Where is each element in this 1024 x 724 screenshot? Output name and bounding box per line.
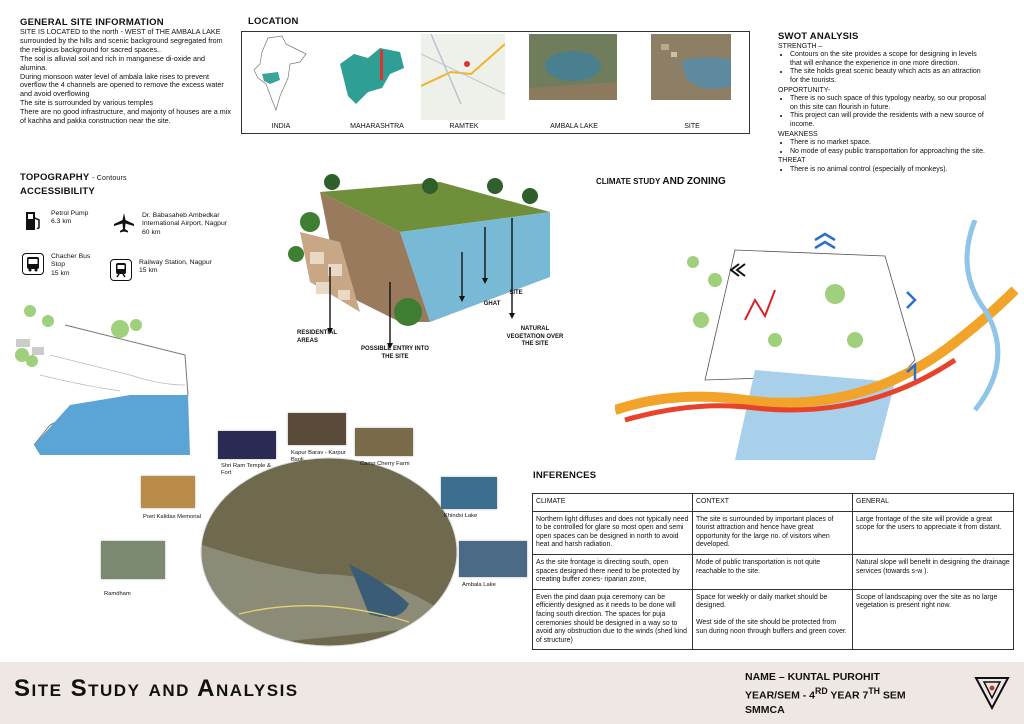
access-label-2: Stop [51, 261, 65, 269]
ramdham-photo [101, 541, 165, 579]
table-cell: Natural slope will benefit in designing the drainage services (towards s-w ). [853, 554, 1014, 589]
table-row [533, 554, 1014, 589]
callout-site: SITE [509, 290, 523, 296]
college-logo-icon [972, 674, 1012, 712]
swot-item: • The site holds great scenic beauty which acts as an attraction for the tourists. [790, 68, 988, 85]
access-item-railway [110, 259, 212, 281]
table-header-context: CONTEXT [693, 494, 853, 512]
general-body [20, 28, 232, 126]
ramtek-map [421, 34, 505, 120]
access-item-bus [22, 253, 90, 278]
airplane-icon [113, 212, 135, 234]
access-item-petrol [22, 210, 88, 232]
maharashtra-map [334, 34, 408, 120]
access-label: Chacher Bus [51, 253, 91, 260]
swot-analysis [778, 33, 988, 176]
shri-ram-temple-photo [218, 431, 276, 459]
access-distance: 15 km [139, 267, 158, 275]
inferences-title: INFERENCES [533, 470, 597, 481]
callout-ghat: GHAT [483, 301, 501, 307]
climate-prefix: CLIMATE STUDY [596, 177, 661, 186]
table-cell: The site is surrounded by important places of tourist attraction and hence have great opportunity for the large no. of visitors when developed. [693, 511, 853, 554]
loc-label-maharashtra: MAHARASHTRA [350, 123, 404, 130]
swot-opportunity-title: OPPORTUNITY- [778, 86, 831, 94]
table-cell [693, 589, 853, 650]
general-site-information [20, 17, 232, 126]
place-ramdham: Ramdham [104, 591, 131, 597]
access-item-airport [113, 212, 227, 237]
access-label: Dr. Babasaheb Ambedkar [142, 212, 220, 219]
site-aerial-photo [651, 34, 731, 100]
fuel-pump-icon [22, 210, 44, 232]
place-kapur: Kapur Barav - Karpur Bsoli, [291, 450, 346, 463]
swot-opportunity-list [778, 95, 988, 129]
table-row [533, 511, 1014, 554]
access-distance: 6.3 km [51, 218, 72, 226]
table-header-general: GENERAL [853, 494, 1014, 512]
swot-threat-title: THREAT [778, 157, 806, 165]
climate-title [596, 176, 726, 187]
swot-weakness-list [778, 139, 988, 156]
khindsi-lake-photo [441, 477, 497, 509]
access-distance: 60 km [142, 228, 161, 236]
climate-suffix: AND ZONING [662, 176, 726, 187]
place-kalidas: Poet Kalidas Memorial [143, 514, 201, 520]
table-cell: Northern light diffuses and does not typically need to be controlled for glare so most open and semi open spaces can be designed in north to avoid heat and harsh radiation. [533, 511, 693, 554]
callout-vegetation: NATURAL VEGETATION OVER THE SITE [506, 326, 564, 347]
bus-icon [22, 253, 44, 275]
year-mid: YEAR 7 [827, 689, 869, 702]
place-ambala: Ambala Lake [462, 582, 496, 588]
kapur-barav-photo [288, 413, 346, 445]
topography-contour-drawing [10, 295, 200, 455]
topography-label: TOPOGRAPHY [20, 172, 90, 183]
access-label: Petrol Pump [51, 210, 89, 217]
general-paragraph: SITE IS LOCATED to the north - WEST of THE AMBALA LAKE surrounded by the hills and scenic background segregated from the religious background for sacred spaces.. [20, 27, 223, 54]
swot-item: • There is no animal control (especially of monkeys). [790, 166, 988, 175]
general-paragraph: There are no good infrastructure, and majority of houses are a mix of kachha and pakka construction near the site. [20, 107, 231, 126]
page-title: Site Study and Analysis [14, 675, 299, 702]
callout-residential: RESIDENTIAL AREAS [297, 330, 337, 344]
general-paragraph: The site is surrounded by various temples [20, 98, 154, 108]
year-prefix: YEAR/SEM - 4 [745, 689, 816, 702]
year-suffix: SEM [880, 689, 906, 702]
loc-label-ramtek: RAMTEK [449, 123, 479, 130]
table-cell: As the site frontage is directing south, open spaces designed there need to be protected by creating buffer zones- riparian zone, [533, 554, 693, 589]
accessibility-title: ACCESSIBILITY [20, 186, 95, 197]
train-icon [110, 259, 132, 281]
loc-label-india: INDIA [271, 123, 291, 130]
access-distance: 15 km [51, 269, 70, 277]
table-cell-text-extra: West side of the site should be protected from sun during noon through buffers and green cover. [696, 618, 847, 635]
place-camp: Camp Cherry Farm [360, 461, 410, 467]
loc-label-ambala: AMBALA LAKE [550, 123, 598, 130]
access-label-2: International Airport, Nagpur [142, 220, 228, 228]
general-paragraph: During monsoon water level of ambala lake rises to prevent overflow the 4 channels are opened to remove the excess water and avoid overflowing [20, 71, 224, 99]
swot-item: • There is no such space of this typology nearby, so our proposal on this site can flourish in future. [790, 95, 988, 112]
place-khindsi: Khindsi Lake [444, 513, 478, 519]
accessibility-section [20, 186, 95, 197]
year-sup-2: TH [868, 686, 880, 696]
location-strip [241, 31, 750, 134]
general-title: GENERAL SITE INFORMATION [20, 17, 164, 28]
location-title: LOCATION [248, 16, 299, 27]
camp-cherry-photo [355, 428, 413, 456]
ambala-lake-card-photo [459, 541, 527, 577]
swot-item: • No mode of easy public transportation for approaching the site. [790, 148, 988, 157]
student-info [745, 670, 906, 717]
table-cell: Mode of public transportation is not quite reachable to the site. [693, 554, 853, 589]
swot-item: • This project can will provide the residents with a new source of income. [790, 112, 988, 129]
table-header-row [533, 494, 1014, 512]
student-year [745, 684, 906, 703]
callout-entry: POSSIBLE ENTRY INTO THE SITE [361, 346, 429, 360]
place-shri-ram: Shri Ram Temple & Fort [221, 463, 271, 476]
table-header-climate: CLIMATE [533, 494, 693, 512]
year-sup-1: RD [815, 686, 828, 696]
topography-title [20, 172, 127, 183]
table-cell: Large frontage of the site will provide a great scope for the users to appreciate it from distant. [853, 511, 1014, 554]
climate-zoning-diagram [615, 220, 1020, 465]
ambala-lake-photo [529, 34, 617, 100]
table-cell: Even the pind daan puja ceremony can be efficiently designed as it needs to be done will facing south direction. The spaces for puja ceremonies should be designed in a way so to avoid any obstruction due to the winds (shed kind of structure) [533, 589, 693, 650]
swot-item: • Contours on the site provides a scope for designing in levels that will enhance the experience in one more direction. [790, 51, 988, 68]
swot-strength-title: STRENGTH – [778, 42, 823, 50]
inferences-table [532, 493, 1014, 650]
table-cell-text: Space for weekly or daily market should be designed. [696, 593, 828, 610]
kalidas-memorial-photo [141, 476, 195, 508]
general-paragraph: The soil is alluvial soil and rich in manganese di-oxide and alumina. [20, 53, 205, 72]
student-name: NAME – KUNTAL PUROHIT [745, 671, 880, 683]
swot-title: SWOT ANALYSIS [778, 31, 859, 42]
college-name: SMMCA [745, 703, 785, 716]
swot-strength-list [778, 51, 988, 85]
table-cell: Scope of landscaping over the site as no large vegetation is present right now. [853, 589, 1014, 650]
topography-subtitle: - Contours [92, 175, 127, 182]
swot-weakness-title: WEAKNESS [778, 130, 818, 138]
access-label: Railway Station, Nagpur [139, 259, 212, 266]
swot-item: • There is no market space. [790, 139, 988, 148]
table-row [533, 589, 1014, 650]
swot-threat-list [778, 166, 988, 175]
india-map [248, 34, 312, 120]
loc-label-site: SITE [684, 123, 700, 130]
